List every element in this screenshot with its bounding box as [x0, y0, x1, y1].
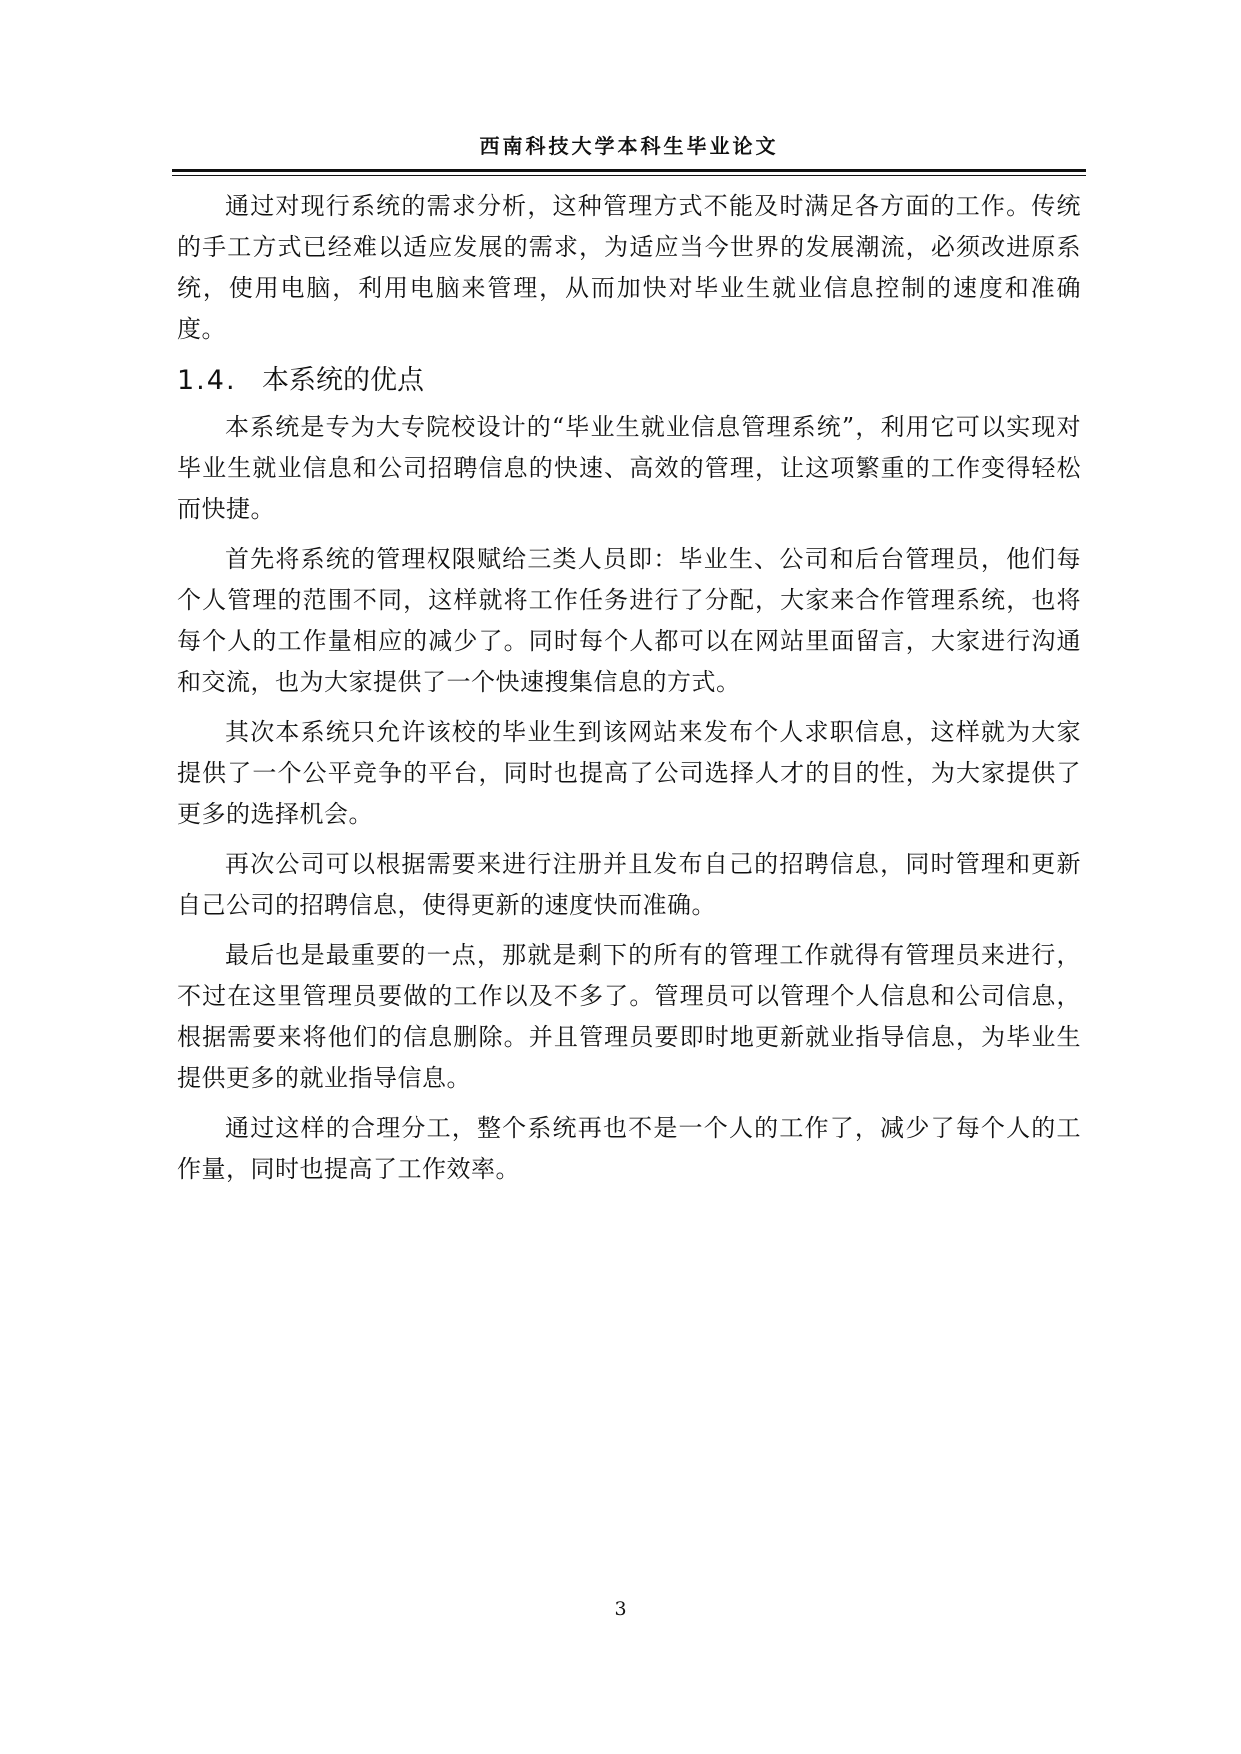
header-rule-thin	[172, 175, 1086, 176]
page-body	[177, 186, 1081, 1199]
paragraph: 最后也是最重要的一点，那就是剩下的所有的管理工作就得有管理员来进行，不过在这里管理员要做的工作以及不多了。管理员可以管理个人信息和公司信息，根据需要来将他们的信息删除。并且管理员要即时地更新就业指导信息，为毕业生提供更多的就业指导信息。	[177, 941, 1081, 1092]
intro-paragraph: 通过对现行系统的需求分析，这种管理方式不能及时满足各方面的工作。传统的手工方式已经难以适应发展的需求，为适应当今世界的发展潮流，必须改进原系统，使用电脑，利用电脑来管理，从而加快对毕业生就业信息控制的速度和准确度。	[177, 192, 1081, 343]
section-heading	[177, 359, 1081, 403]
paragraph: 本系统是专为大专院校设计的“毕业生就业信息管理系统”，利用它可以实现对毕业生就业信息和公司招聘信息的快速、高效的管理，让这项繁重的工作变得轻松而快捷。	[177, 413, 1081, 523]
section-number: 1.4.	[177, 365, 237, 396]
paragraph: 首先将系统的管理权限赋给三类人员即：毕业生、公司和后台管理员，他们每个人管理的范围不同，这样就将工作任务进行了分配，大家来合作管理系统，也将每个人的工作量相应的减少了。同时每个人都可以在网站里面留言，大家进行沟通和交流，也为大家提供了一个快速搜集信息的方式。	[177, 545, 1081, 696]
section-title: 本系统的优点	[262, 365, 424, 396]
paragraph: 再次公司可以根据需要来进行注册并且发布自己的招聘信息，同时管理和更新自己公司的招聘信息，使得更新的速度快而准确。	[177, 850, 1081, 919]
paragraph: 通过这样的合理分工，整个系统再也不是一个人的工作了，减少了每个人的工作量，同时也提高了工作效率。	[177, 1114, 1081, 1183]
paragraph: 其次本系统只允许该校的毕业生到该网站来发布个人求职信息，这样就为大家提供了一个公平竞争的平台，同时也提高了公司选择人才的目的性，为大家提供了更多的选择机会。	[177, 718, 1081, 828]
running-header: 西南科技大学本科生毕业论文	[479, 134, 779, 158]
header-rule-thick	[172, 169, 1086, 172]
page-number: 3	[614, 1598, 627, 1620]
